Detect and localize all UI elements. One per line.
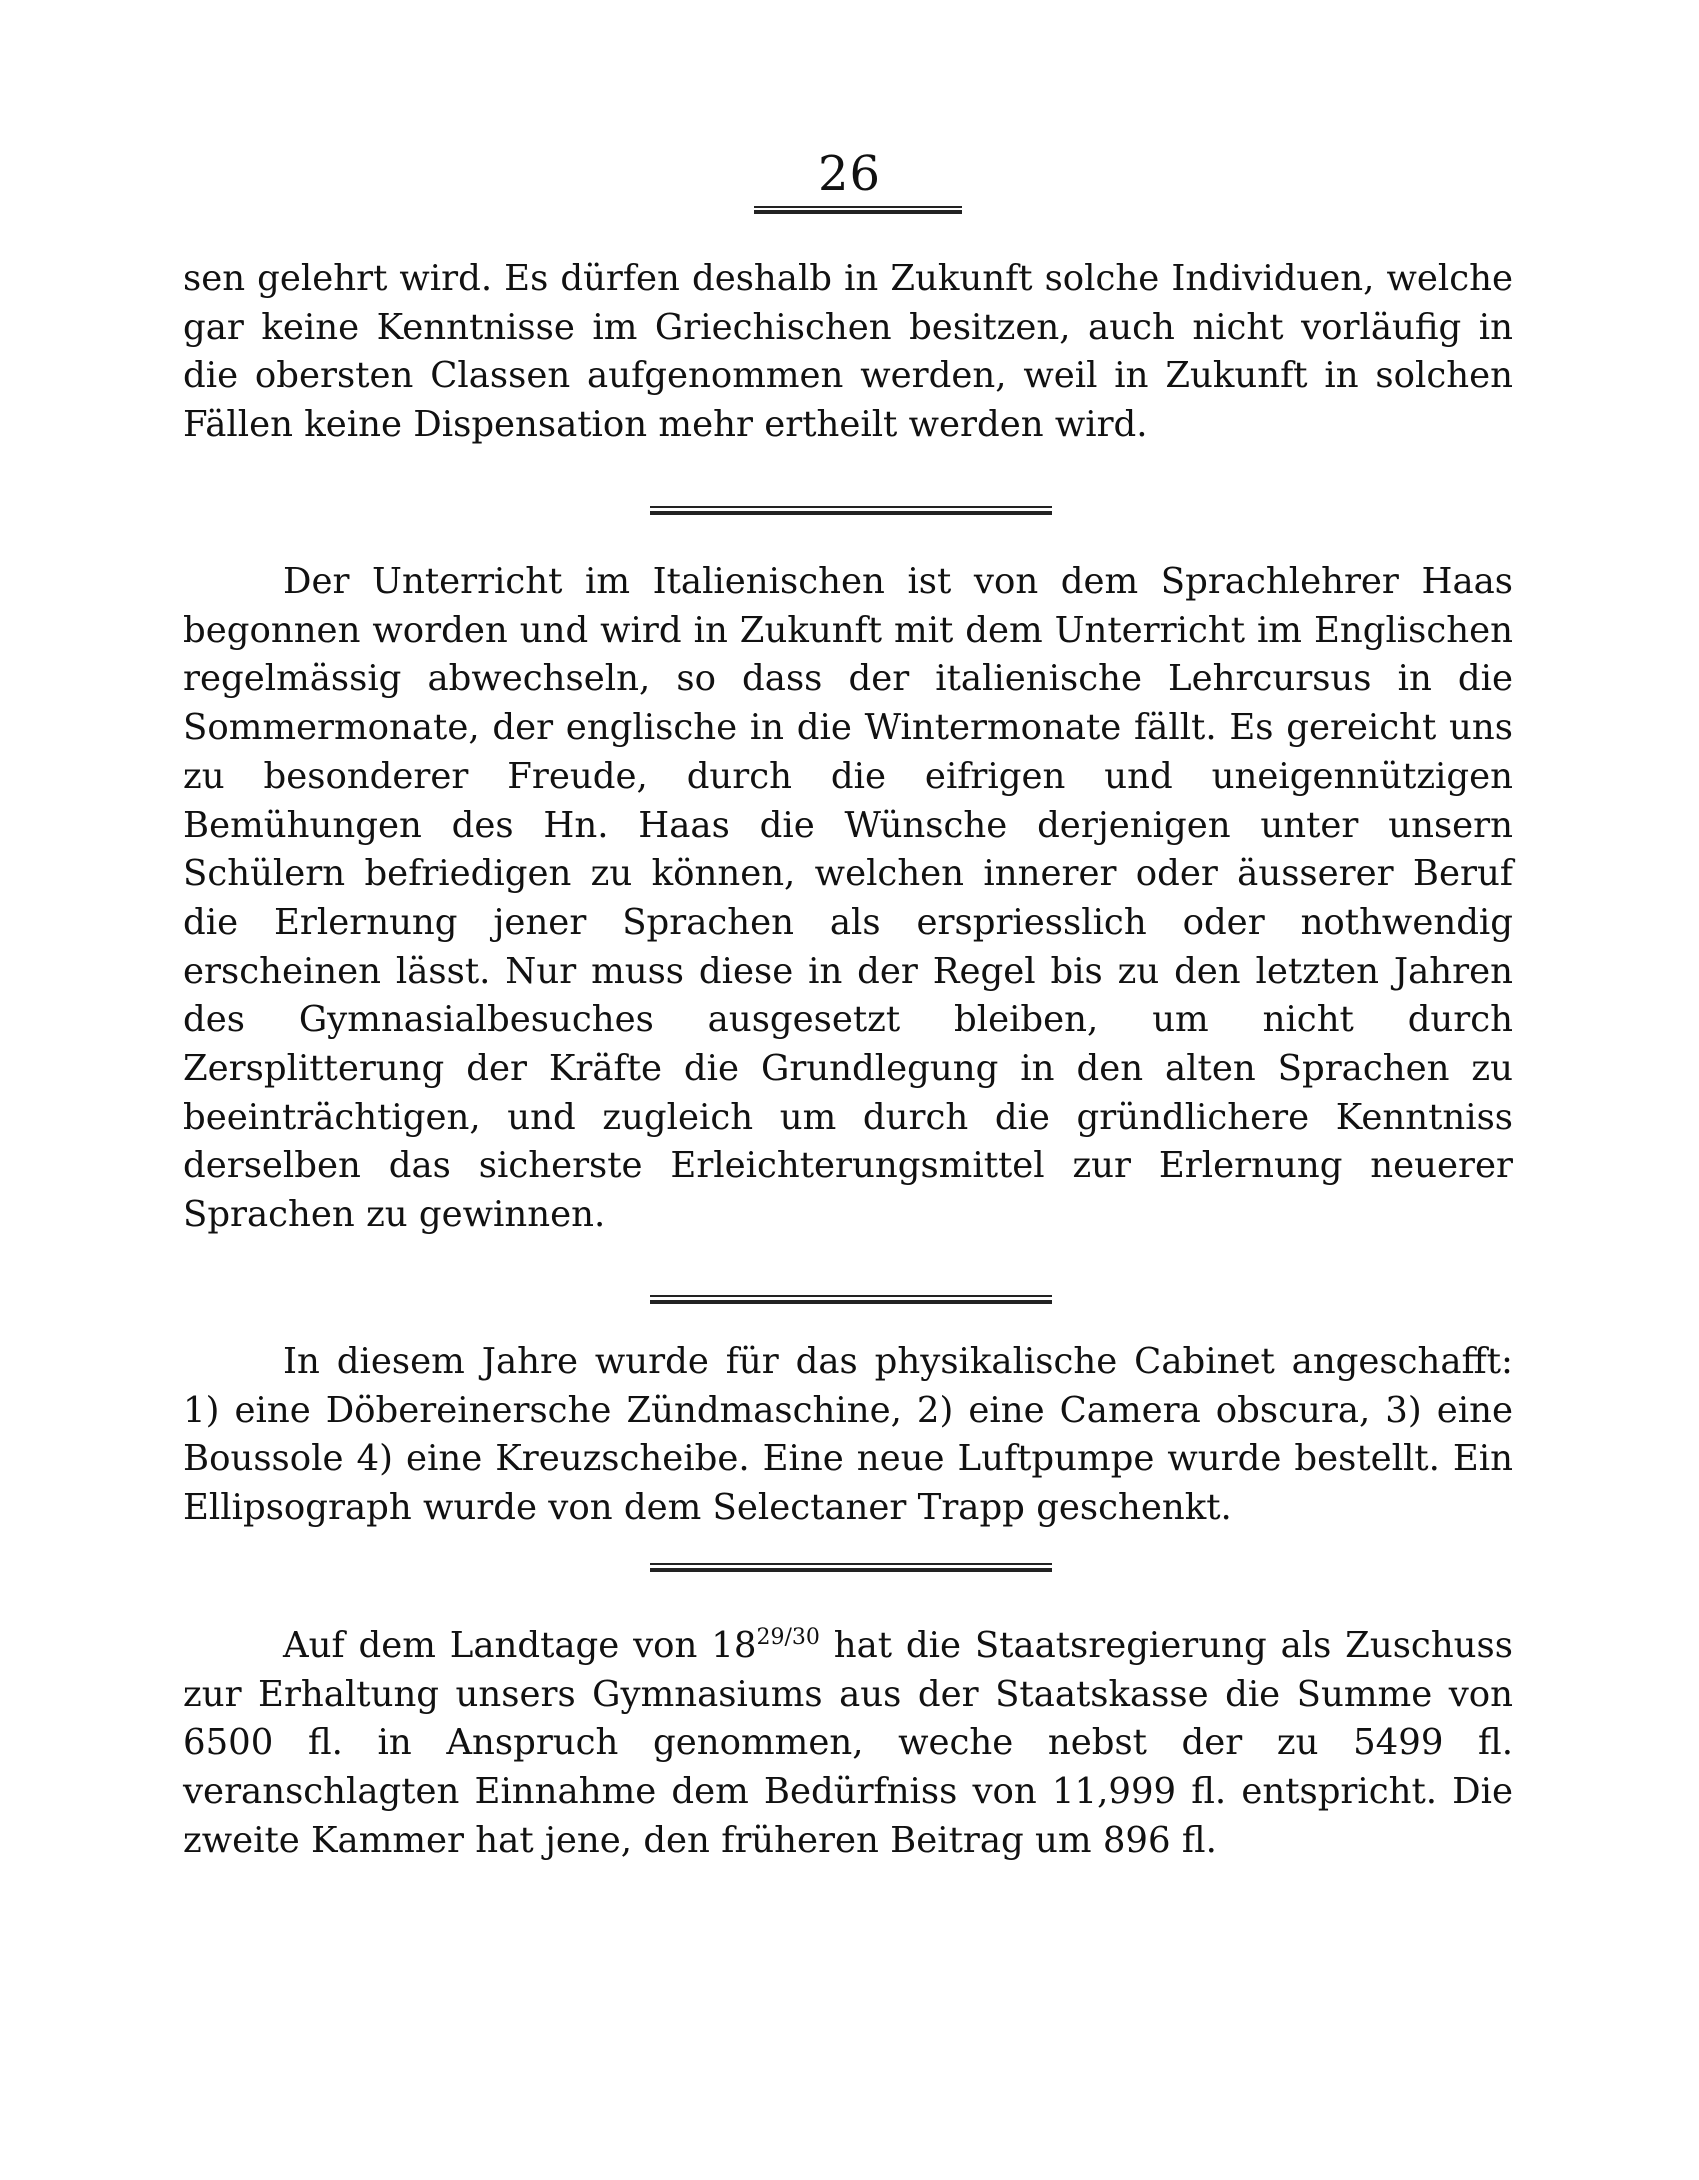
paragraph-physics-cabinet: In diesem Jahre wurde für das physikalische Cabinet angeschafft: 1) eine Döbereinersche Zündmaschine, 2) eine Camera obscura, 3) eine Boussole 4) eine Kreuzscheibe. Eine neue Luftpumpe wurde bestellt. Ein Ellipsograph wurde von dem Selectaner Trapp geschenkt. <box>183 1341 1513 1529</box>
session-fraction: 29/30 <box>756 1625 820 1651</box>
paragraph-greek-requirement: sen gelehrt wird. Es dürfen deshalb in Zukunft solche Individuen, welche gar keine Kenntnisse im Griechischen besitzen, auch nicht vorläufig in die obersten Classen aufgenommen werden, weil in Zukunft in solchen Fällen keine Dispensation mehr ertheilt werden wird. <box>183 258 1513 446</box>
paragraph-state-budget <box>183 1622 1513 1866</box>
section-divider-1 <box>650 506 1052 515</box>
paragraph-italian-instruction: Der Unterricht im Italienischen ist von dem Sprachlehrer Haas begonnen worden und wird in Zukunft mit dem Unterricht im Englischen regelmässig abwechseln, so dass der italienische Lehrcursus in die Sommermonate, der englische in die Wintermonate fällt. Es gereicht uns zu besonderer Freude, durch die eifrigen und uneigennützigen Bemühungen des Hn. Haas die Wünsche derjenigen unter unsern Schülern befriedigen zu können, welchen innerer oder äusserer Beruf die Erlernung jener Sprachen als erspriesslich oder nothwendig erscheinen lässt. Nur muss diese in der Regel bis zu den letzten Jahren des Gymnasialbesuches ausgesetzt bleiben, um nicht durch Zersplitterung der Kräfte die Grundlegung in den alten Sprachen zu beeinträchtigen, und zugleich um durch die gründlichere Kenntniss derselben das sicherste Erleichterungsmittel zur Erlernung neuerer Sprachen zu gewinnen. <box>183 561 1513 1236</box>
section-divider-3 <box>650 1563 1052 1572</box>
page-number: 26 <box>817 146 882 202</box>
section-divider-2 <box>650 1295 1052 1304</box>
budget-text-rest: hat die Staatsregierung als Zuschuss zur Erhaltung unsers Gymnasiums aus der Staatskasse die Summe von 6500 fl. in Anspruch genommen, weche nebst der zu 5499 fl. veranschlagten Einnahme dem Bedürfniss von 11,999 fl. entspricht. Die zweite Kammer hat jene, den früheren Beitrag um 896 fl. <box>183 1625 1513 1861</box>
page-number-underline <box>754 206 962 214</box>
budget-text-start: Auf dem Landtage von 18 <box>283 1625 757 1666</box>
